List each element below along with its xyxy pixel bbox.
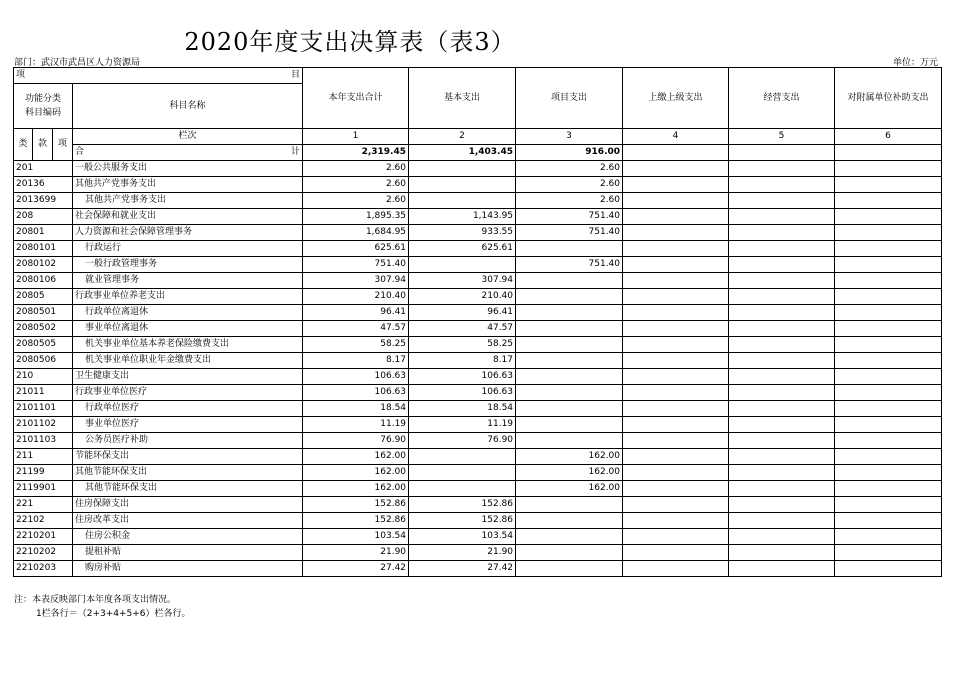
- row-value-3: [516, 305, 623, 321]
- row-value-5: [729, 385, 835, 401]
- row-code: 20801: [14, 225, 73, 241]
- row-value-3: [516, 417, 623, 433]
- row-value-1: 8.17: [303, 353, 409, 369]
- row-value-3: [516, 561, 623, 577]
- row-value-4: [623, 545, 729, 561]
- row-value-2: [409, 161, 516, 177]
- row-value-4: [623, 321, 729, 337]
- row-subject-name: 事业单位医疗: [73, 417, 303, 433]
- total-value-3: 916.00: [516, 145, 623, 161]
- xiang-col-header: 项: [53, 129, 73, 161]
- row-value-2: [409, 193, 516, 209]
- table-row: [14, 305, 942, 321]
- table-row: [14, 241, 942, 257]
- func-code-line2: 科目编码: [24, 108, 61, 118]
- row-code: 2101102: [14, 417, 73, 433]
- row-value-1: 751.40: [303, 257, 409, 273]
- row-code: 201: [14, 161, 73, 177]
- table-row: [14, 465, 942, 481]
- row-value-5: [729, 465, 835, 481]
- row-value-5: [729, 161, 835, 177]
- table-row: [14, 385, 942, 401]
- row-subject-name: 卫生健康支出: [73, 369, 303, 385]
- row-code: 221: [14, 497, 73, 513]
- row-subject-name: 住房公积金: [73, 529, 303, 545]
- row-value-5: [729, 497, 835, 513]
- row-value-5: [729, 417, 835, 433]
- table-row: [14, 449, 942, 465]
- row-value-5: [729, 449, 835, 465]
- row-subject-name: 其他共产党事务支出: [73, 177, 303, 193]
- table-row: [14, 401, 942, 417]
- table-row: [14, 289, 942, 305]
- total-ji: 计: [291, 147, 301, 157]
- row-value-6: [835, 225, 942, 241]
- table-row: [14, 257, 942, 273]
- total-value-4: [623, 145, 729, 161]
- func-code-header: [14, 84, 73, 129]
- mu-label: 目: [291, 70, 301, 80]
- row-code: 2101103: [14, 433, 73, 449]
- row-value-6: [835, 529, 942, 545]
- table-row: [14, 353, 942, 369]
- row-value-6: [835, 465, 942, 481]
- row-value-5: [729, 257, 835, 273]
- row-subject-name: 机关事业单位基本养老保险缴费支出: [73, 337, 303, 353]
- row-value-6: [835, 449, 942, 465]
- row-value-6: [835, 273, 942, 289]
- row-value-1: 162.00: [303, 481, 409, 497]
- unit-label: 单位：万元: [892, 58, 938, 68]
- col-number-row: [14, 129, 942, 145]
- row-subject-name: 人力资源和社会保障管理事务: [73, 225, 303, 241]
- total-value-1: 2,319.45: [303, 145, 409, 161]
- row-value-3: 751.40: [516, 209, 623, 225]
- row-value-3: 2.60: [516, 193, 623, 209]
- row-value-4: [623, 417, 729, 433]
- row-value-1: 76.90: [303, 433, 409, 449]
- table-row: [14, 433, 942, 449]
- table-row: [14, 545, 942, 561]
- row-subject-name: 公务员医疗补助: [73, 433, 303, 449]
- row-value-1: 625.61: [303, 241, 409, 257]
- lei-header: 类: [14, 129, 33, 161]
- row-value-4: [623, 305, 729, 321]
- row-value-1: 210.40: [303, 289, 409, 305]
- table-row: [14, 417, 942, 433]
- row-subject-name: 行政单位离退休: [73, 305, 303, 321]
- row-value-5: [729, 305, 835, 321]
- row-subject-name: 其他节能环保支出: [73, 465, 303, 481]
- row-subject-name: 提租补贴: [73, 545, 303, 561]
- row-subject-name: 节能环保支出: [73, 449, 303, 465]
- row-code: 2210203: [14, 561, 73, 577]
- row-value-5: [729, 289, 835, 305]
- row-value-4: [623, 225, 729, 241]
- row-value-5: [729, 433, 835, 449]
- xiang-label: 项: [16, 70, 26, 80]
- row-code: 208: [14, 209, 73, 225]
- row-value-2: 152.86: [409, 497, 516, 513]
- row-value-5: [729, 193, 835, 209]
- row-value-2: 96.41: [409, 305, 516, 321]
- row-code: 2119901: [14, 481, 73, 497]
- row-value-2: 11.19: [409, 417, 516, 433]
- row-value-6: [835, 241, 942, 257]
- row-code: 2210201: [14, 529, 73, 545]
- row-value-5: [729, 225, 835, 241]
- row-value-1: 106.63: [303, 385, 409, 401]
- row-code: 2080506: [14, 353, 73, 369]
- row-code: 2080106: [14, 273, 73, 289]
- row-value-4: [623, 449, 729, 465]
- row-value-5: [729, 545, 835, 561]
- lanci-label: 栏次: [73, 129, 303, 145]
- row-value-6: [835, 385, 942, 401]
- row-value-1: 11.19: [303, 417, 409, 433]
- table-row: [14, 497, 942, 513]
- row-value-1: 103.54: [303, 529, 409, 545]
- note-line-2: 1栏各行＝（2+3+4+5+6）栏各行。: [36, 609, 191, 619]
- row-value-4: [623, 385, 729, 401]
- row-value-1: 2.60: [303, 193, 409, 209]
- row-value-2: 76.90: [409, 433, 516, 449]
- row-value-6: [835, 417, 942, 433]
- col-number-6: 6: [835, 129, 942, 145]
- col-header-4: 上缴上级支出: [623, 68, 729, 129]
- col-number-5: 5: [729, 129, 835, 145]
- col-number-3: 3: [516, 129, 623, 145]
- row-value-6: [835, 161, 942, 177]
- row-value-2: 47.57: [409, 321, 516, 337]
- row-value-2: 1,143.95: [409, 209, 516, 225]
- row-value-1: 162.00: [303, 449, 409, 465]
- row-value-2: 152.86: [409, 513, 516, 529]
- row-value-1: 307.94: [303, 273, 409, 289]
- row-value-4: [623, 273, 729, 289]
- row-value-5: [729, 177, 835, 193]
- row-value-2: 933.55: [409, 225, 516, 241]
- row-value-4: [623, 241, 729, 257]
- row-value-2: [409, 449, 516, 465]
- row-value-4: [623, 401, 729, 417]
- row-subject-name: 就业管理事务: [73, 273, 303, 289]
- row-value-3: [516, 401, 623, 417]
- row-subject-name: 行政事业单位医疗: [73, 385, 303, 401]
- row-code: 2080502: [14, 321, 73, 337]
- row-value-5: [729, 513, 835, 529]
- row-value-6: [835, 561, 942, 577]
- row-value-4: [623, 465, 729, 481]
- kuan-header: 款: [33, 129, 53, 161]
- row-value-5: [729, 209, 835, 225]
- row-code: 211: [14, 449, 73, 465]
- row-value-5: [729, 321, 835, 337]
- row-value-5: [729, 353, 835, 369]
- row-subject-name: 社会保障和就业支出: [73, 209, 303, 225]
- row-value-2: 18.54: [409, 401, 516, 417]
- row-value-2: 307.94: [409, 273, 516, 289]
- row-value-5: [729, 369, 835, 385]
- row-value-1: 152.86: [303, 497, 409, 513]
- row-value-3: 162.00: [516, 449, 623, 465]
- row-subject-name: 行政单位医疗: [73, 401, 303, 417]
- row-value-6: [835, 193, 942, 209]
- row-value-1: 1,684.95: [303, 225, 409, 241]
- row-value-4: [623, 561, 729, 577]
- row-value-2: 103.54: [409, 529, 516, 545]
- row-value-4: [623, 289, 729, 305]
- row-subject-name: 行政运行: [73, 241, 303, 257]
- row-value-6: [835, 305, 942, 321]
- col-header-1: 本年支出合计: [303, 68, 409, 129]
- row-value-2: 21.90: [409, 545, 516, 561]
- row-value-4: [623, 369, 729, 385]
- table-row: [14, 209, 942, 225]
- row-value-4: [623, 161, 729, 177]
- row-value-4: [623, 337, 729, 353]
- table-row: [14, 225, 942, 241]
- expenditure-table: [13, 67, 942, 577]
- row-value-2: 58.25: [409, 337, 516, 353]
- page-title: 2020年度支出决算表（表3）: [184, 28, 516, 56]
- row-value-2: [409, 465, 516, 481]
- row-value-2: 210.40: [409, 289, 516, 305]
- total-label: [73, 145, 303, 161]
- row-value-1: 162.00: [303, 465, 409, 481]
- row-code: 2013699: [14, 193, 73, 209]
- total-value-6: [835, 145, 942, 161]
- row-value-3: 751.40: [516, 225, 623, 241]
- row-subject-name: 其他共产党事务支出: [73, 193, 303, 209]
- row-value-3: 751.40: [516, 257, 623, 273]
- row-value-5: [729, 337, 835, 353]
- row-value-4: [623, 353, 729, 369]
- row-value-1: 1,895.35: [303, 209, 409, 225]
- row-value-1: 106.63: [303, 369, 409, 385]
- row-value-4: [623, 193, 729, 209]
- row-code: 2080505: [14, 337, 73, 353]
- row-value-6: [835, 321, 942, 337]
- row-value-1: 27.42: [303, 561, 409, 577]
- col-header-6: 对附属单位补助支出: [835, 68, 942, 129]
- table-row: [14, 177, 942, 193]
- row-value-1: 47.57: [303, 321, 409, 337]
- row-value-6: [835, 257, 942, 273]
- total-he: 合: [75, 147, 85, 157]
- row-value-3: [516, 529, 623, 545]
- row-value-3: [516, 369, 623, 385]
- row-value-1: 152.86: [303, 513, 409, 529]
- row-value-5: [729, 481, 835, 497]
- table-row: [14, 193, 942, 209]
- row-value-1: 2.60: [303, 177, 409, 193]
- row-value-2: [409, 257, 516, 273]
- row-code: 2080101: [14, 241, 73, 257]
- row-value-4: [623, 177, 729, 193]
- note-line-1: 注：本表反映部门本年度各项支出情况。: [14, 595, 177, 605]
- row-value-6: [835, 481, 942, 497]
- row-value-4: [623, 529, 729, 545]
- row-value-5: [729, 273, 835, 289]
- row-value-6: [835, 545, 942, 561]
- table-row: [14, 321, 942, 337]
- col-number-4: 4: [623, 129, 729, 145]
- row-value-1: 2.60: [303, 161, 409, 177]
- row-value-3: [516, 545, 623, 561]
- row-code: 2210202: [14, 545, 73, 561]
- row-value-1: 58.25: [303, 337, 409, 353]
- row-value-3: [516, 433, 623, 449]
- row-code: 2101101: [14, 401, 73, 417]
- row-value-1: 18.54: [303, 401, 409, 417]
- total-row: [14, 145, 942, 161]
- row-value-3: [516, 497, 623, 513]
- row-value-4: [623, 497, 729, 513]
- col-header-5: 经营支出: [729, 68, 835, 129]
- row-code: 22102: [14, 513, 73, 529]
- row-subject-name: 其他节能环保支出: [73, 481, 303, 497]
- row-value-4: [623, 481, 729, 497]
- col-header-2: 基本支出: [409, 68, 516, 129]
- row-value-6: [835, 177, 942, 193]
- row-code: 2080501: [14, 305, 73, 321]
- row-value-6: [835, 433, 942, 449]
- row-subject-name: 购房补贴: [73, 561, 303, 577]
- row-value-3: [516, 353, 623, 369]
- row-code: 20136: [14, 177, 73, 193]
- row-value-6: [835, 209, 942, 225]
- col-number-2: 2: [409, 129, 516, 145]
- row-value-2: 625.61: [409, 241, 516, 257]
- department-label: 部门：武汉市武昌区人力资源局: [14, 58, 141, 68]
- row-code: 20805: [14, 289, 73, 305]
- subject-name-header: 科目名称: [73, 84, 303, 129]
- col-header-3: 项目支出: [516, 68, 623, 129]
- row-value-3: 2.60: [516, 161, 623, 177]
- row-value-3: 162.00: [516, 481, 623, 497]
- xiang-mu-header: [14, 68, 303, 84]
- table-row: [14, 513, 942, 529]
- row-value-6: [835, 337, 942, 353]
- row-value-6: [835, 289, 942, 305]
- table-row: [14, 481, 942, 497]
- row-value-5: [729, 561, 835, 577]
- row-value-4: [623, 209, 729, 225]
- table-row: [14, 273, 942, 289]
- row-value-2: 106.63: [409, 369, 516, 385]
- table-row: [14, 529, 942, 545]
- row-code: 2080102: [14, 257, 73, 273]
- row-value-2: 27.42: [409, 561, 516, 577]
- row-value-3: 162.00: [516, 465, 623, 481]
- row-value-2: 8.17: [409, 353, 516, 369]
- row-value-4: [623, 433, 729, 449]
- table-row: [14, 337, 942, 353]
- row-value-6: [835, 353, 942, 369]
- row-value-3: [516, 385, 623, 401]
- func-code-line1: 功能分类: [24, 94, 61, 104]
- row-subject-name: 住房改革支出: [73, 513, 303, 529]
- row-value-6: [835, 513, 942, 529]
- row-code: 210: [14, 369, 73, 385]
- row-value-6: [835, 401, 942, 417]
- row-code: 21011: [14, 385, 73, 401]
- row-value-2: [409, 177, 516, 193]
- row-value-2: 106.63: [409, 385, 516, 401]
- row-value-6: [835, 497, 942, 513]
- row-value-3: [516, 513, 623, 529]
- row-value-1: 21.90: [303, 545, 409, 561]
- row-subject-name: 一般行政管理事务: [73, 257, 303, 273]
- row-value-6: [835, 369, 942, 385]
- row-value-3: 2.60: [516, 177, 623, 193]
- col-number-1: 1: [303, 129, 409, 145]
- header-row-1: [14, 68, 942, 84]
- row-value-3: [516, 337, 623, 353]
- row-subject-name: 事业单位离退休: [73, 321, 303, 337]
- table-row: [14, 369, 942, 385]
- table-row: [14, 561, 942, 577]
- row-value-2: [409, 481, 516, 497]
- row-subject-name: 一般公共服务支出: [73, 161, 303, 177]
- row-value-3: [516, 321, 623, 337]
- row-value-1: 96.41: [303, 305, 409, 321]
- row-value-3: [516, 273, 623, 289]
- total-value-5: [729, 145, 835, 161]
- table-row: [14, 161, 942, 177]
- row-subject-name: 住房保障支出: [73, 497, 303, 513]
- row-value-3: [516, 289, 623, 305]
- row-value-5: [729, 529, 835, 545]
- row-code: 21199: [14, 465, 73, 481]
- row-value-3: [516, 241, 623, 257]
- row-subject-name: 机关事业单位职业年金缴费支出: [73, 353, 303, 369]
- row-value-4: [623, 513, 729, 529]
- total-value-2: 1,403.45: [409, 145, 516, 161]
- row-value-5: [729, 241, 835, 257]
- row-value-4: [623, 257, 729, 273]
- row-subject-name: 行政事业单位养老支出: [73, 289, 303, 305]
- row-value-5: [729, 401, 835, 417]
